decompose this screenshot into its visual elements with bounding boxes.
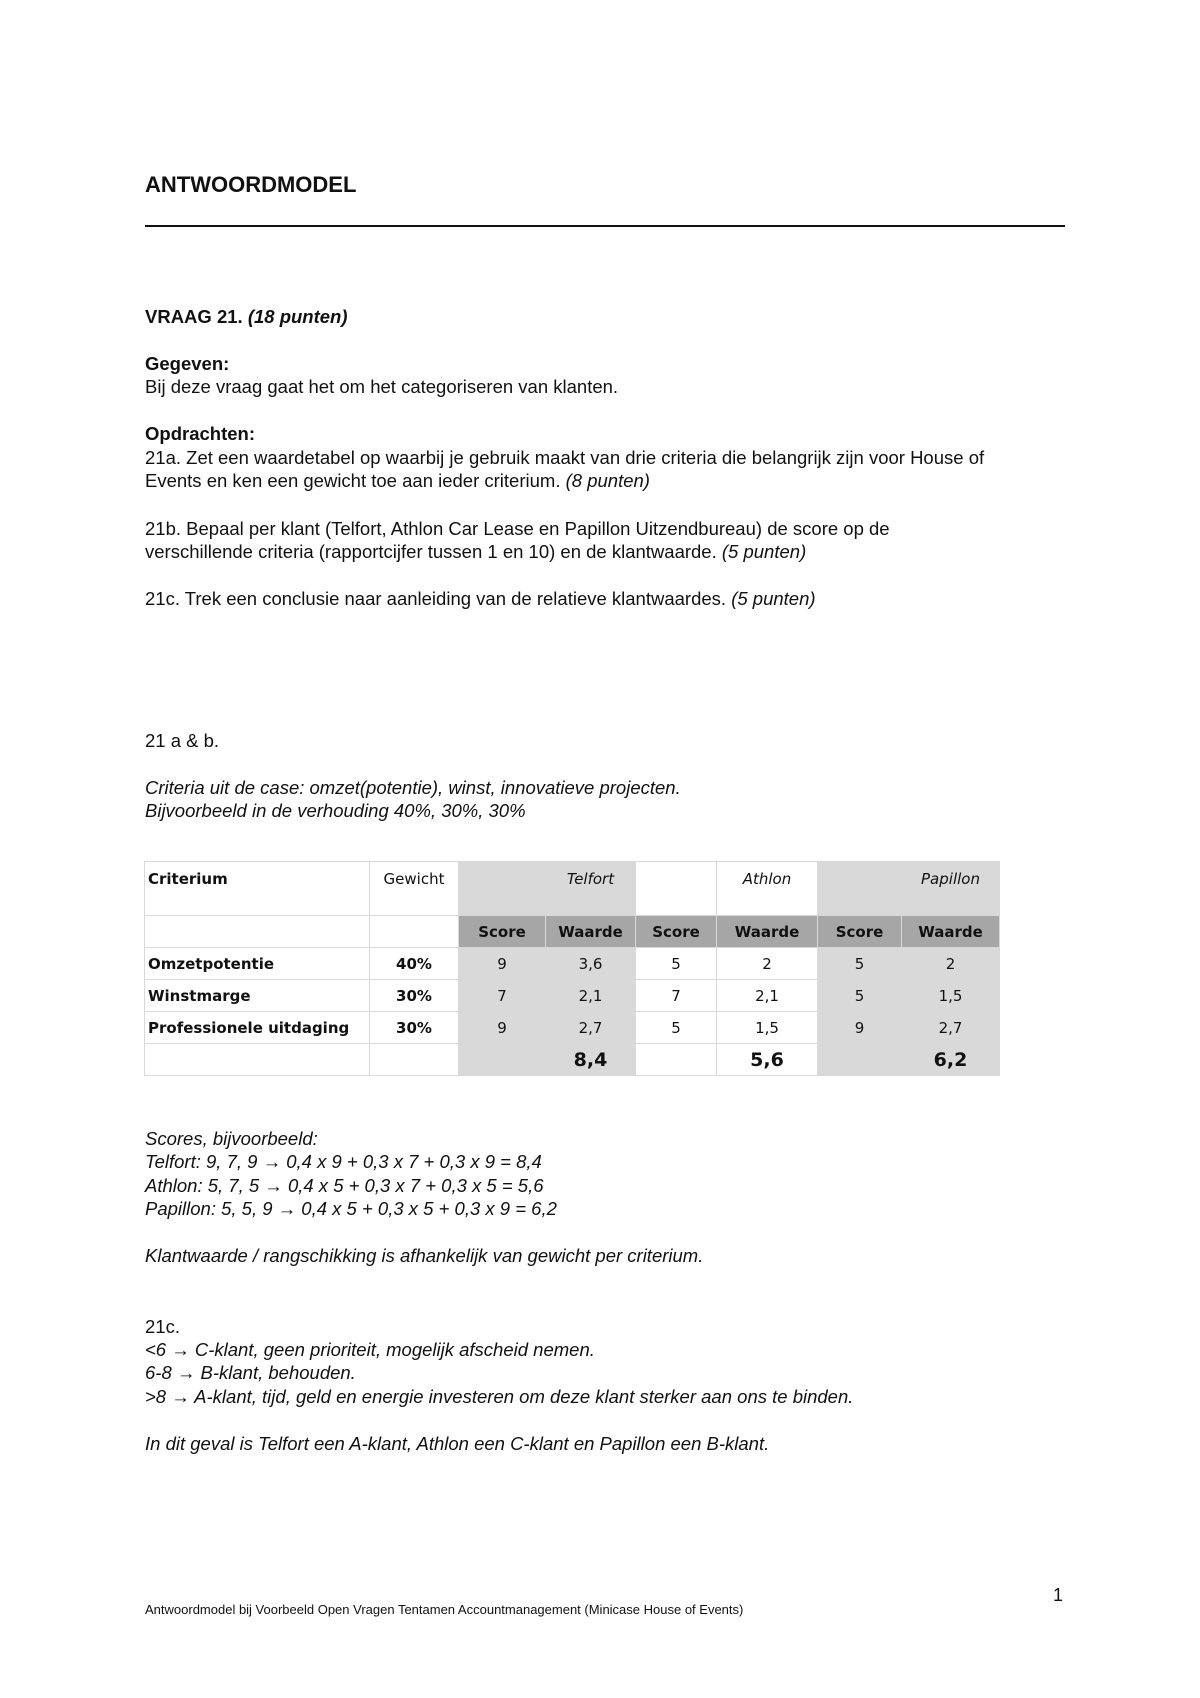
header-criterium: Criterium xyxy=(145,862,370,916)
row-athlon-waarde: 2,1 xyxy=(717,980,818,1012)
table-subheader-row xyxy=(145,916,1000,948)
header-athlon: Athlon xyxy=(717,862,818,916)
scores-heading: Scores, bijvoorbeeld: xyxy=(145,1128,318,1149)
row-gewicht: 30% xyxy=(370,1012,459,1044)
table-row xyxy=(145,1012,1000,1044)
given-heading: Gegeven: xyxy=(145,353,230,374)
row-telfort-waarde: 2,7 xyxy=(546,1012,636,1044)
row-telfort-waarde: 2,1 xyxy=(546,980,636,1012)
question-points: (18 punten) xyxy=(247,306,348,327)
table-header-row xyxy=(145,862,1000,916)
total-papillon-spacer xyxy=(818,1044,902,1076)
task-b-line-2 xyxy=(145,540,806,564)
row-athlon-score: 5 xyxy=(636,948,717,980)
row-telfort-waarde: 3,6 xyxy=(546,948,636,980)
subheader-papillon-waarde: Waarde xyxy=(902,916,1000,948)
title-divider xyxy=(145,225,1065,227)
row-papillon-score: 5 xyxy=(818,980,902,1012)
c-line-1: <6 → C-klant, geen prioriteit, mogelijk afscheid nemen. xyxy=(145,1339,595,1360)
row-athlon-waarde: 2 xyxy=(717,948,818,980)
row-telfort-score: 9 xyxy=(459,948,546,980)
row-criterium: Professionele uitdaging xyxy=(145,1012,370,1044)
total-papillon: 6,2 xyxy=(902,1044,1000,1076)
header-athlon-spacer xyxy=(636,862,717,916)
question-heading xyxy=(145,305,348,329)
row-criterium: Winstmarge xyxy=(145,980,370,1012)
row-telfort-score: 9 xyxy=(459,1012,546,1044)
conclusion: In dit geval is Telfort een A-klant, Athlon een C-klant en Papillon een B-klant. xyxy=(145,1433,770,1454)
header-telfort-spacer xyxy=(459,862,546,916)
task-b-points: (5 punten) xyxy=(721,541,807,562)
row-papillon-score: 5 xyxy=(818,948,902,980)
total-empty-1 xyxy=(145,1044,370,1076)
row-gewicht: 40% xyxy=(370,948,459,980)
table-row xyxy=(145,948,1000,980)
task-c-points: (5 punten) xyxy=(731,588,816,609)
task-b-line-1: 21b. Bepaal per klant (Telfort, Athlon Car Lease en Papillon Uitzendbureau) de score op de xyxy=(145,518,890,539)
criteria-line: Criteria uit de case: omzet(potentie), winst, innovatieve projecten. xyxy=(145,777,681,798)
subheader-athlon-waarde: Waarde xyxy=(717,916,818,948)
total-telfort: 8,4 xyxy=(546,1044,636,1076)
subheader-telfort-score: Score xyxy=(459,916,546,948)
task-a-text: Events en ken een gewicht toe aan ieder criterium. xyxy=(145,470,561,491)
given-text: Bij deze vraag gaat het om het categoriseren van klanten. xyxy=(145,376,619,397)
task-a-points: (8 punten) xyxy=(565,470,650,491)
value-table xyxy=(144,861,1000,1076)
score-line-papillon: Papillon: 5, 5, 9 → 0,4 x 5 + 0,3 x 5 + 0,3 x 9 = 6,2 xyxy=(145,1198,557,1219)
task-c-line xyxy=(145,587,816,611)
table-total-row xyxy=(145,1044,1000,1076)
c-line-3: >8 → A-klant, tijd, geld en energie investeren om deze klant sterker aan ons te binden. xyxy=(145,1386,854,1407)
answer-ab-label: 21 a & b. xyxy=(145,730,220,751)
task-c-text: 21c. Trek een conclusie naar aanleiding van de relatieve klantwaardes. xyxy=(145,588,727,609)
total-empty-2 xyxy=(370,1044,459,1076)
question-label: VRAAG 21. xyxy=(145,306,243,327)
subheader-empty-2 xyxy=(370,916,459,948)
row-papillon-waarde: 1,5 xyxy=(902,980,1000,1012)
table-row xyxy=(145,980,1000,1012)
header-papillon-spacer xyxy=(818,862,902,916)
row-papillon-waarde: 2,7 xyxy=(902,1012,1000,1044)
c-line-2: 6-8 → B-klant, behouden. xyxy=(145,1362,356,1383)
page-number: 1 xyxy=(1053,1585,1064,1605)
score-line-telfort: Telfort: 9, 7, 9 → 0,4 x 9 + 0,3 x 7 + 0,3 x 9 = 8,4 xyxy=(145,1151,542,1172)
ranking-note: Klantwaarde / rangschikking is afhankelijk van gewicht per criterium. xyxy=(145,1245,704,1266)
task-b-text: verschillende criteria (rapportcijfer tussen 1 en 10) en de klantwaarde. xyxy=(145,541,717,562)
row-papillon-waarde: 2 xyxy=(902,948,1000,980)
tasks-heading: Opdrachten: xyxy=(145,423,255,444)
row-papillon-score: 9 xyxy=(818,1012,902,1044)
subheader-athlon-score: Score xyxy=(636,916,717,948)
row-criterium: Omzetpotentie xyxy=(145,948,370,980)
subheader-telfort-waarde: Waarde xyxy=(546,916,636,948)
header-gewicht: Gewicht xyxy=(370,862,459,916)
row-athlon-score: 7 xyxy=(636,980,717,1012)
task-a-line-2 xyxy=(145,469,650,493)
footer: Antwoordmodel bij Voorbeeld Open Vragen Tentamen Accountmanagement (Minicase House of Events) xyxy=(145,1602,744,1617)
answer-c-label: 21c. xyxy=(145,1316,180,1337)
page-title: ANTWOORDMODEL xyxy=(145,172,357,197)
row-gewicht: 30% xyxy=(370,980,459,1012)
header-telfort: Telfort xyxy=(546,862,636,916)
weights-line: Bijvoorbeeld in de verhouding 40%, 30%, 30% xyxy=(145,800,526,821)
subheader-papillon-score: Score xyxy=(818,916,902,948)
total-athlon: 5,6 xyxy=(717,1044,818,1076)
row-athlon-waarde: 1,5 xyxy=(717,1012,818,1044)
total-athlon-spacer xyxy=(636,1044,717,1076)
total-telfort-spacer xyxy=(459,1044,546,1076)
row-telfort-score: 7 xyxy=(459,980,546,1012)
task-a-line-1: 21a. Zet een waardetabel op waarbij je gebruik maakt van drie criteria die belangrijk zijn voor House of xyxy=(145,447,985,468)
score-line-athlon: Athlon: 5, 7, 5 → 0,4 x 5 + 0,3 x 7 + 0,3 x 5 = 5,6 xyxy=(145,1175,544,1196)
row-athlon-score: 5 xyxy=(636,1012,717,1044)
subheader-empty-1 xyxy=(145,916,370,948)
header-papillon: Papillon xyxy=(902,862,1000,916)
